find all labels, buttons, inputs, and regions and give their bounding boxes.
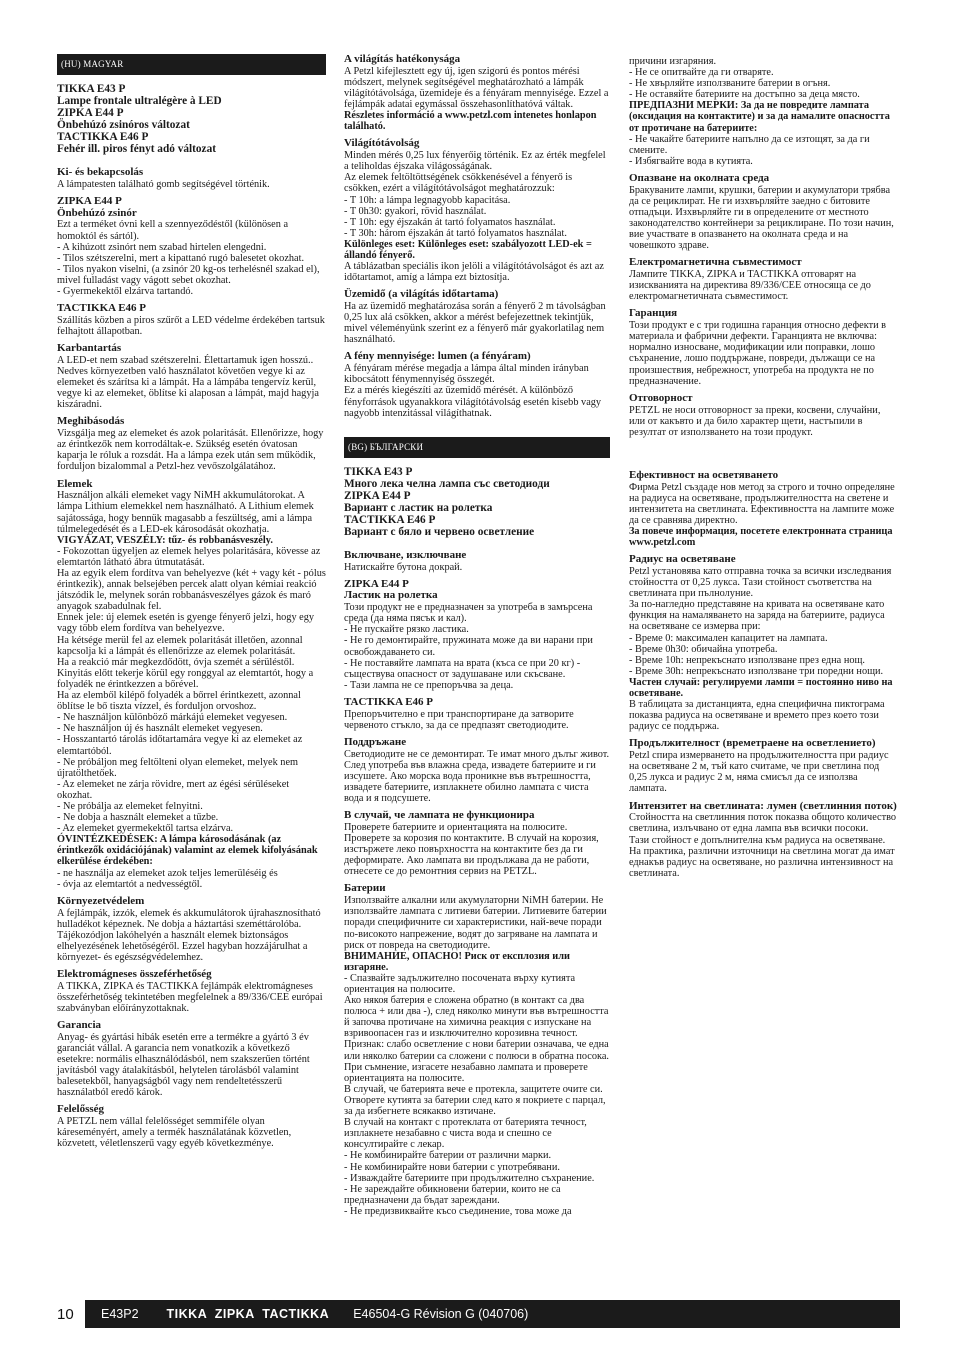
section-body: Ezt a terméket óvni kell a szennyeződéstől (különösen a homoktól és sártól). - A kihúzott zsinórt nem szabad hirtelen elengedni. - Tilos szétszerelni, mert a kipattanó rugó balesetet okozhat. - Tilos nyakon viselni, (a zsinór 20 kg-os terhelésnél szakad el), mivel fulladást vagy vágott sebet okozhat. - Gyermekektől elzárva tartandó. <box>57 219 320 298</box>
product-header-line: Önbehúzó zsinóros változat <box>57 119 190 131</box>
product-header-line: ZIPKA E44 P <box>57 107 124 119</box>
section-body: Препоръчително е при транспортиране да затворите червеното стъкло, за да се предпазят светодиодите. <box>344 708 574 731</box>
section-body: Проверете батериите и ориентацията на полюсите. Проверете за корозия по контактите. В случай на корозия, изстържете леко повърхността на контактите без да ги деформирате. Ако лампата ви продължава да не работи, отнесете се до ремонтния сервиз на PETZL. <box>344 822 599 878</box>
section-title: Felelősség <box>57 1103 105 1116</box>
special-case-text: Különleges eset: Különleges eset: szabályozott LED-ek = állandó fényerő. <box>344 238 592 261</box>
product-header-line: Fehér ill. piros fényt adó változat <box>57 143 216 155</box>
section-title: Ki- és bekapcsolás <box>57 166 144 178</box>
section-body: Стойността на светлинния поток показва общото количество светлина, излъчвано от една лампа във всички посоки. Тази стойност е допълнителна към радиуса на осветяване. На практика, различни източници на светлина могат да имат еднакъв радиус на осветяване, но различна интензивност на светлината. <box>629 812 897 879</box>
page-number: 10 <box>57 1305 74 1323</box>
section-body: PETZL не носи отговорност за преки, косвени, случайни, или от какъвто и да било характер щети, настъпили в резултат от използването на този продукт. <box>629 404 881 438</box>
product-header-hu <box>57 83 326 155</box>
section-body: - Спазвайте задължително посочената върху кутията ориентация на полюсите. Ако някоя батерия е сложена обратно (в контакт са два полюса + или два -), след няколко минути във вътрешността й започва протичане на химична реакция с изпускане на взривоопасен газ и изключително корозивна течност. Признак: слабо осветление с нови батерии означава, че една или няколко батерии са сложени с полюси в обратна посока. При съмнение, изгасете незабавно лампата и проверете ориентацията на полюсите. В случай, че батерията вече е протекла, защитете очите си. Отворете кутията за батерии след като я покриете с парцал, за да избегнете всякакво изтичане. В случай на контакт с протеклата от батерията течност, изплакнете незабавно с чиста вода и спешно се консултирайте с лекар. - Не комбинирайте батерии от различни марки. - Не комбинирайте нови батерии с употребявани. - Изваждайте батериите при продължително съхранение. - Не зареждайте обикновени батерии, които не са предназначени да бъдат зареждани. - Не предизвиквайте късо съединение, това може да <box>344 972 609 1217</box>
section-body: Този продукт е с три годишна гаранция относно дефекти в материала и фабрични дефекти. Гаранцията не включва: нормално износване, модификации или поправки, лошо съхранение, лошо поддържане, повреди, дължащи се на произшествия, небрежност, употреба на продукта не по предназначение. <box>629 320 887 387</box>
section-body: Ha az üzemidő meghatározása során a fényerő 2 m távolságban 0,25 lux alá csökken, akkor a mérést befejezettnek tekintjük, mivel véleményünk szerint ez a fényerő már gyakorlatilag nem használható. <box>344 301 606 346</box>
page-footer <box>57 1300 900 1328</box>
section-body: A PETZL nem vállal felelősséget semmiféle olyan kárеseményért, amely a termék használatának közvetlen, közvetett, véletlenszerű vagy egyéb következménye. <box>57 1116 292 1150</box>
section-title: Elektromágneses összeférhetőség <box>57 968 212 980</box>
language-bar-bg: (BG) БЪЛГАРСКИ <box>344 437 610 458</box>
section-body: Használjon alkáli elemeket vagy NiMH akkumulátorokat. A lámpa Lithium elemekkel nem használható. A Lithium elemek sajátossága, hogy bennük magasabb a feszültség, ami a lámpa túlmelegedését és a LED-ek károsodását okozhatja. <box>57 490 314 535</box>
section-body: Лампите TIKKA, ZIPKA и TACTIKKA отговарят на изискванията на директива 89/336/CEE относяща се до електромагнетичната съвместимост. <box>629 269 871 303</box>
warning-text: VIGYÁZAT, VESZÉLY: tűz- és robbanásveszély. <box>57 534 273 546</box>
column-hungarian <box>57 54 326 1150</box>
section-body: Petzl установява като отправна точка за всички изследвания стойността от 0,25 лукса. Тази стойност съответства на светлината при пълнолуние. За по-нагледно представяне на кривата на осветяване като функция на намаляването на заряда на батериите, радиуса на осветяване се измерва при: - Време 0: максимален капацитет на лампата. - Време 0h30: обичайна употреба. - Време 10h: непрекъснато използване през една нощ. - Време 30h: непрекъснато използване три поредни нощи. <box>629 565 892 677</box>
product-header-line: TACTIKKA E46 P <box>344 513 436 526</box>
section-body: Бракуваните лампи, крушки, батерии и акумулатори трябва да се рециклират. Не ги изхвърляйте заедно с битовите отпадъци. Изхвърляйте ги в определените от местното законодателство контейнери за рециклиране. По този начин, вие участвате в опазването на околната среда и на човешкото здраве. <box>629 184 894 252</box>
section-body: A lámpatesten található gomb segítségével történik. <box>57 178 270 190</box>
section-title: Поддръжане <box>344 735 407 748</box>
product-header-line: Много лека челна лампа със светодиоди <box>344 477 550 490</box>
section-body: В таблицата за дистанцията, една специфична пиктограма показва радиуса на осветяване и времето през което този радиус се поддържа. <box>629 699 885 733</box>
caution-text: ÓVINTÉZKEDÉSEK: A lámpa károsodásának (az érintkezők oxidációjának) valamint az elemek kifolyásának elkerülése érdekében: <box>57 834 318 868</box>
product-header-line: TACTIKKA E46 P <box>57 131 149 143</box>
section-title: Karbantartás <box>57 342 122 355</box>
section-title: Világítótávolság <box>344 137 420 150</box>
column-bulgarian <box>629 56 897 879</box>
section-body: A TIKKA, ZIPKA és TACTIKKA fejlámpák elektromágneses összeférhetőség tekintetében megfelelnek a 89/336/CEE európai szabványban előírányzottaknak. <box>57 980 323 1014</box>
section-body: Vizsgálja meg az elemeket és azok polaritását. Ellenőrizze, hogy az érintkezők nem korrodáltak-e. Szükség esetén óvatosan kaparja le róluk a rozsdát. Ha a lámpa ezek után sem működik, forduljon bizalommal a Petzl-hez vevőszolgálatához. <box>57 428 324 473</box>
section-body: A Petzl kifejlesztett egy új, igen szigorú és pontos mérési módszert, melynek segítségével meghatározható a lámpák világítótávolsága, üzemideje és a fényáram mennyisége. Ezzel a fejlámpák adatai egymással összehasonlíthatóvá váltak. <box>344 65 609 111</box>
section-title: Ефективност на осветяването <box>629 468 779 481</box>
product-header-line: Вариант с бяло и червено осветление <box>344 525 535 538</box>
info-text: За повече информация, посетете електронната страница www.petzl.com <box>629 525 893 549</box>
section-title: Környezetvédelem <box>57 894 145 907</box>
section-title: A világítás hatékonysága <box>344 53 461 65</box>
product-header-bg <box>344 466 610 538</box>
section-title: TACTIKKA E46 P <box>57 302 147 315</box>
footer-products: TIKKA ZIPKA TACTIKKA <box>166 1307 330 1321</box>
section-body: A táblázatban speciális ikon jelöli a világítótávolságot és azt az időtartamot, amíg a lámpa ezt biztosítja. <box>344 261 604 284</box>
product-header-line: Вариант с ластик на ролетка <box>344 501 493 514</box>
footer-revision: E46504-G Révision G (040706) <box>353 1307 529 1321</box>
special-case-text: Частен случай: регулируеми лампи = постоянно ниво на осветяване. <box>629 676 893 699</box>
section-body: - ne használja az elemeket azok teljes lemerüléséig és - óvja az elemtartót a nedvességtől. <box>57 867 278 890</box>
section-title: Отговорност <box>629 391 693 404</box>
section-title: Продължителност (времетраене на осветлението) <box>629 737 876 750</box>
section-title: В случай, че лампата не функционира <box>344 809 535 822</box>
footer-bar <box>85 1300 900 1328</box>
section-title: ZIPKA E44 P Önbehúzó zsinór <box>57 194 137 219</box>
section-title: Интензитет на светлината: лумен (светлинния поток) <box>629 799 897 812</box>
section-body: A fényáram mérése megadja a lámpa által minden irányban kibocsátott fénymennyiség összegét. Ez a mérés kiegészíti az üzemidő mérését. A különböző fényforrások ugyanakkora világítótávolság esetén kisebb vagy nagyobb intenzitással világíthatnak. <box>344 363 602 419</box>
section-body: Този продукт не е предназначен за употреба в замърсена среда (да няма пясък и кал). - Не пускайте рязко ластика. - Не го демонтирайте, пружината може да ви нарани при освобождаването си. - Не поставяйте лампата на врата (къса се при 20 кг) - съществува опасност от задушаване или скъсване. - Тази лампа не се препоръчва за деца. <box>344 602 593 691</box>
section-body: Szállítás közben a piros szűrőt a LED védelme érdekében tartsuk felhajtott állapotban. <box>57 314 325 338</box>
section-body: причини изгаряния. - Не се опитвайте да ги отваряте. - Не хвърляйте използваните батерии в огъня. - Не оставяйте батериите на достъпно за деца място. <box>629 56 860 101</box>
section-title: Опазване на околната среда <box>629 171 770 184</box>
section-title: A fény mennyisége: lumen (a fényáram) <box>344 350 531 363</box>
section-title: ZIPKA E44 P Ластик на ролетка <box>344 577 438 602</box>
section-body: A fejlámpák, izzók, elemek és akkumulátorok újrahasznosítható hulladékot képeznek. Ne dobja a háztartási szeméttárolóba. Tájékozódjon lakóhelyén a használt elemek biztonságos elhelyezésének lehetőségéről. Ezzel hagyban hozzájárulhat a környezet- és egészségvédelemhez. <box>57 907 321 963</box>
section-body: Натискайте бутона докрай. <box>344 561 463 573</box>
section-body: Фирма Petzl създаде нов метод за строго и точно определяне на радиуса на осветяване, продължителността на светене и интензитета на светлината. Ефективността на лампите може да се сравнява директно. <box>629 481 895 526</box>
section-body: Minden mérés 0,25 lux fényerőig történik. Ez az érték megfelel a teliholdas éjszaka világosságának. Az elemek feltöltöttségének csökkenésével a fényerő is csökken, ezért a világítótávolságot meghatározzuk: - T 10h: a lámpa legnagyobb kapacitása. - T 0h30: gyakori, rövid használat. - T 10h: egy éjszakán át tartó folyamatos használat. - T 30h: három éjszakán át tartó folyamatos használat. <box>344 150 606 239</box>
section-body: A LED-et nem szabad szétszerelni. Élettartamuk igen hosszú.. Nedves környezetben való használatot követően vegye ki az elemeket és szárítsa ki a lámpát. Ha a lámpába tengervíz kerül, vegye ki az elemeket, öblítse ki alaposan a lámpát, majd hagyja kiszáradni. <box>57 354 319 411</box>
product-header-line: TIKKA E43 P <box>57 83 126 95</box>
caution-text: ПРЕДПАЗНИ МЕРКИ: За да не повредите лампата (оксидация на контактите) и за да намалите опасността от протичане на батериите: <box>629 100 890 134</box>
section-body: - Не чакайте батериите напълно да се изтощят, за да ги смените. - Избягвайте вода в кутията. <box>629 133 870 167</box>
column-middle <box>344 54 610 1217</box>
section-title: Включване, изключване <box>344 548 467 561</box>
section-title: Elemek <box>57 477 93 490</box>
section-title: Гаранция <box>629 307 678 320</box>
section-body: Petzl спира измерването на продължителността при радиус на осветяване 2 м, тъй като считаме, че при светлина под 0,25 лукса и радиус 2 м, няма смисъл да се използва лампата. <box>629 750 889 795</box>
section-title: Радиус на осветяване <box>629 553 736 566</box>
product-header-line: TIKKA E43 P <box>344 465 413 478</box>
section-title: Garancia <box>57 1019 101 1032</box>
product-header-line: Lampe frontale ultralégère à LED <box>57 95 222 107</box>
section-title: TACTIKKA E46 P <box>344 695 434 708</box>
info-text: Részletes információ a www.petzl.com intenetes honlapon található. <box>344 110 597 133</box>
language-bar-hu: (HU) MAGYAR <box>57 54 326 75</box>
footer-code: E43P2 <box>101 1307 139 1321</box>
section-body: Anyag- és gyártási hibák esetén erre a termékre a gyártó 3 év garanciát vállal. A garancia nem vonatkozik a következő esetekre: normális elhasználódásból, nem szakszerűen történt javításból vagy átalakításból, helytelen tárolásból valamint balesetekből, hanyagságból vagy nem rendeltetésszerű használatból eredő károk. <box>57 1031 310 1099</box>
section-body: Светодиодите не се демонтират. Те имат много дълъг живот. След употреба във влажна среда, извадете батериите и ги изсушете. Ако морска вода проникне във вътрешността, извадете батериите, изплакнете обилно лампата с чиста вода и я подсушете. <box>344 748 610 805</box>
product-header-line: ZIPKA E44 P <box>344 489 411 502</box>
section-title: Meghibásodás <box>57 415 125 428</box>
section-body: - Fokozottan ügyeljen az elemek helyes polaritására, kövesse az elemtartón látható ábra útmutatását. Ha az egyik elem fordítva van behelyezve (két + vagy két - pólus érintkezik), annak belsejében percek alatt olyan kémiai reakció játszódik le, melynek során robbanásveszélyes gázok és maró anyagok szabadulnak fel. Ennek jele: új elemek esetén is gyenge fényerő jelzi, hogy egy vagy több elem fordítva van behelyezve. Ha kétsége merül fel az elemek polaritását illetően, azonnal kapcsolja ki a lámpát és ellenőrizze az elemek polaritását. Ha a reakció már megkezdődött, óvja szemét a sérüléstől. Kinyitás előtt tekerje körül egy ronggyal az elemtartót, hogy a folyadék ne érintkezzen a bőrével. Ha az elemből kilépő folyadék a bőrrel érintkezett, azonnal öblítse le bő tiszta vízzel, és forduljon orvoshoz. - Ne használjon különböző márkájú elemeket vegyesen. - Ne használjon új és használt elemeket vegyesen. - Hosszantartó tárolás időtartamára vegye ki az elemeket az elemtartóból. - Ne próbáljon meg feltölteni olyan elemeket, melyek nem újratölthetőek. - Az elemeket ne zárja rövidre, mert az égési sérüléseket okozhat. - Ne próbálja az elemeket felnyitni. - Ne dobja a használt elemeket a tűzbe. - Az elemeket gyermekektől tartsa elzárva. <box>57 545 326 835</box>
section-body: Използвайте алкални или акумулаторни NiMH батерии. Не използвайте лампата с литиеви батерии. Литиевите батерии поради специфичните си характеристики, най-вече поради по-високото напрежение, водят до загряване на лампата и риск от повреда на светодиодите. <box>344 895 607 951</box>
warning-text: ВНИМАНИЕ, ОПАСНО! Риск от експлозия или изгаряне. <box>344 950 570 973</box>
section-title: Üzemidő (a világítás időtartama) <box>344 288 499 301</box>
section-title: Електромагнетична съвместимост <box>629 256 802 269</box>
section-title: Батерии <box>344 882 386 895</box>
